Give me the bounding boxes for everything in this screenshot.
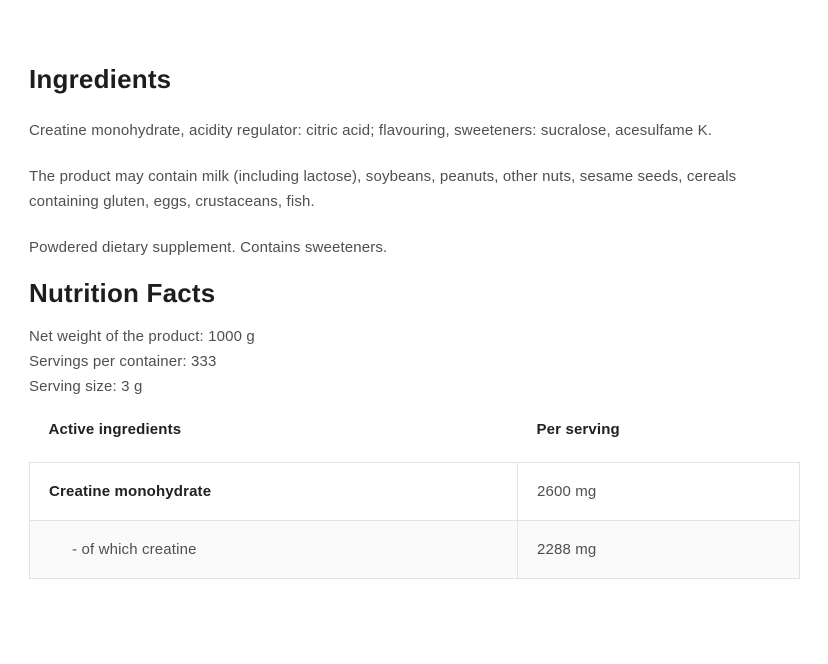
table-header-row (30, 413, 800, 463)
table-row-creatine-monohydrate (30, 463, 800, 521)
ingredient-name-cell: - of which creatine (30, 521, 518, 579)
nutrition-facts-title: Nutrition Facts (29, 278, 216, 309)
table-row-of-which-creatine (30, 521, 800, 579)
serving-info (29, 324, 799, 399)
column-header-per-serving: Per serving (536, 421, 620, 439)
column-header-active-ingredients: Active ingredients (48, 421, 182, 439)
serving-info-serving-size: Serving size: 3 g (29, 378, 143, 396)
ingredients-paragraph-allergens: The product may contain milk (including lactose), soybeans, peanuts, other nuts, sesame seeds, cereals containing gluten, eggs, crustaceans, fish. (29, 168, 737, 211)
ingredients-title: Ingredients (29, 64, 172, 94)
serving-info-servings-per-container: Servings per container: 333 (29, 353, 217, 371)
serving-info-net-weight: Net weight of the product: 1000 g (29, 328, 255, 346)
per-serving-value-cell: 2288 mg (518, 521, 800, 579)
per-serving-value-cell: 2600 mg (518, 463, 800, 521)
nutrition-table-header (30, 413, 800, 463)
ingredients-paragraph-composition: Creatine monohydrate, acidity regulator: citric acid; flavouring, sweeteners: sucralose, acesulfame K. (29, 122, 713, 140)
nutrition-table-body (30, 463, 800, 579)
ingredient-name-cell: Creatine monohydrate (30, 463, 518, 521)
ingredients-paragraph-supplement-note: Powdered dietary supplement. Contains sweeteners. (29, 239, 388, 257)
nutrition-table (29, 413, 800, 579)
